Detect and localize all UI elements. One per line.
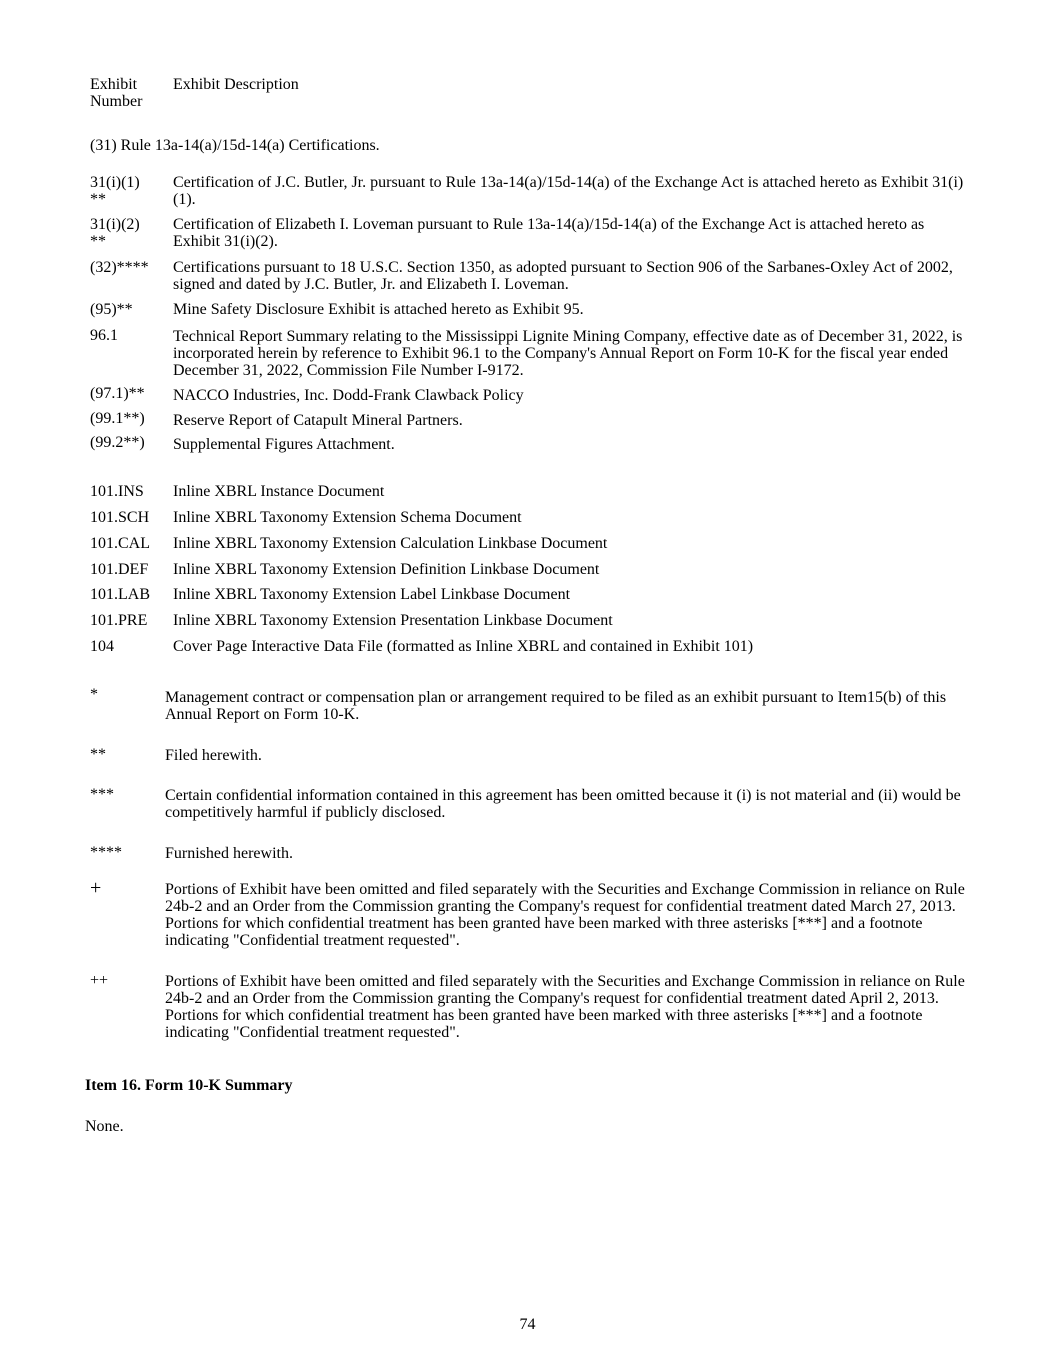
exhibit-number: 31(i)(2) ** bbox=[90, 216, 140, 250]
item-16-heading: Item 16. Form 10-K Summary bbox=[85, 1077, 293, 1094]
exhibit-description: Technical Report Summary relating to the Mississippi Lignite Mining Company, effective date as of December 31, 2022, is incorporated herein by reference to Exhibit 96.1 to the Company's Annual Report on Form 10-K for the fiscal year ended December 31, 2022, Commission File Number I-9172. bbox=[173, 328, 963, 379]
exhibit-description: Inline XBRL Taxonomy Extension Calculation Linkbase Document bbox=[173, 535, 608, 552]
exhibit-description: Supplemental Figures Attachment. bbox=[173, 436, 395, 453]
exhibit-description: Cover Page Interactive Data File (formatted as Inline XBRL and contained in Exhibit 101) bbox=[173, 638, 754, 655]
column-header-exhibit-description: Exhibit Description bbox=[173, 76, 299, 93]
footnote-text: Portions of Exhibit have been omitted and filed separately with the Securities and Exchange Commission in reliance on Rule 24b-2 and an Order from the Commission granting the Company's request for confidential treatment dated April 2, 2013. Portions for which confidential treatment has been granted have been marked with three asterisks [***] and a footnote indicating "Confidential treatment requested". bbox=[165, 973, 965, 1041]
exhibit-description: NACCO Industries, Inc. Dodd-Frank Clawback Policy bbox=[173, 387, 524, 404]
exhibit-number: 96.1 bbox=[90, 327, 118, 344]
footnote-mark: ** bbox=[90, 746, 106, 763]
exhibit-description: Inline XBRL Taxonomy Extension Definition Linkbase Document bbox=[173, 561, 600, 578]
footnote-mark: ++ bbox=[90, 972, 109, 989]
footnote-mark: **** bbox=[90, 844, 122, 861]
footnote-mark: *** bbox=[90, 786, 114, 803]
exhibit-number: 104 bbox=[90, 638, 114, 655]
exhibit-number: 31(i)(1) ** bbox=[90, 174, 140, 208]
exhibit-description: Certification of Elizabeth I. Loveman pursuant to Rule 13a-14(a)/15d-14(a) of the Exchange Act is attached hereto as Exhibit 31(i)(2). bbox=[173, 216, 925, 250]
footnote-mark: + bbox=[90, 877, 102, 899]
exhibit-number: 101.SCH bbox=[90, 509, 150, 526]
exhibit-number: (32)**** bbox=[90, 259, 149, 276]
footnote-text: Management contract or compensation plan or arrangement required to be filed as an exhibit pursuant to Item15(b) of this Annual Report on Form 10-K. bbox=[165, 689, 947, 723]
exhibit-number: 101.CAL bbox=[90, 535, 150, 552]
exhibit-description: Inline XBRL Taxonomy Extension Presentation Linkbase Document bbox=[173, 612, 613, 629]
exhibit-number: 101.PRE bbox=[90, 612, 148, 629]
exhibit-number: 101.INS bbox=[90, 483, 144, 500]
footnote-text: Certain confidential information contained in this agreement has been omitted because it (i) is not material and (ii) would be competitively harmful if publicly disclosed. bbox=[165, 787, 961, 821]
exhibit-description: Inline XBRL Taxonomy Extension Label Linkbase Document bbox=[173, 586, 571, 603]
page-number: 74 bbox=[519, 1316, 536, 1333]
exhibit-description: Reserve Report of Catapult Mineral Partners. bbox=[173, 412, 463, 429]
exhibit-description: Mine Safety Disclosure Exhibit is attached hereto as Exhibit 95. bbox=[173, 301, 584, 318]
exhibit-number: 101.LAB bbox=[90, 586, 150, 603]
exhibit-description: Inline XBRL Instance Document bbox=[173, 483, 385, 500]
exhibit-description: Certification of J.C. Butler, Jr. pursuant to Rule 13a-14(a)/15d-14(a) of the Exchange Act is attached hereto as Exhibit 31(i)(1). bbox=[173, 174, 964, 208]
item-16-body: None. bbox=[85, 1118, 124, 1135]
section-31-heading: (31) Rule 13a-14(a)/15d-14(a) Certifications. bbox=[90, 137, 380, 154]
footnote-text: Furnished herewith. bbox=[165, 845, 293, 862]
exhibit-number: (95)** bbox=[90, 301, 133, 318]
exhibit-description: Inline XBRL Taxonomy Extension Schema Document bbox=[173, 509, 522, 526]
column-header-exhibit-number: Exhibit Number bbox=[90, 76, 143, 110]
exhibit-number: (97.1)** bbox=[90, 385, 145, 402]
exhibit-description: Certifications pursuant to 18 U.S.C. Section 1350, as adopted pursuant to Section 906 of the Sarbanes-Oxley Act of 2002, signed and dated by J.C. Butler, Jr. and Elizabeth I. Loveman. bbox=[173, 259, 953, 293]
exhibit-number: (99.2**) bbox=[90, 434, 145, 451]
footnote-mark: * bbox=[90, 686, 98, 703]
exhibit-number: (99.1**) bbox=[90, 410, 145, 427]
footnote-text: Portions of Exhibit have been omitted and filed separately with the Securities and Exchange Commission in reliance on Rule 24b-2 and an Order from the Commission granting the Company's request for confidential treatment dated March 27, 2013. Portions for which confidential treatment has been granted have been marked with three asterisks [***] and a footnote indicating "Confidential treatment requested". bbox=[165, 881, 965, 949]
exhibit-number: 101.DEF bbox=[90, 561, 149, 578]
footnote-text: Filed herewith. bbox=[165, 747, 262, 764]
